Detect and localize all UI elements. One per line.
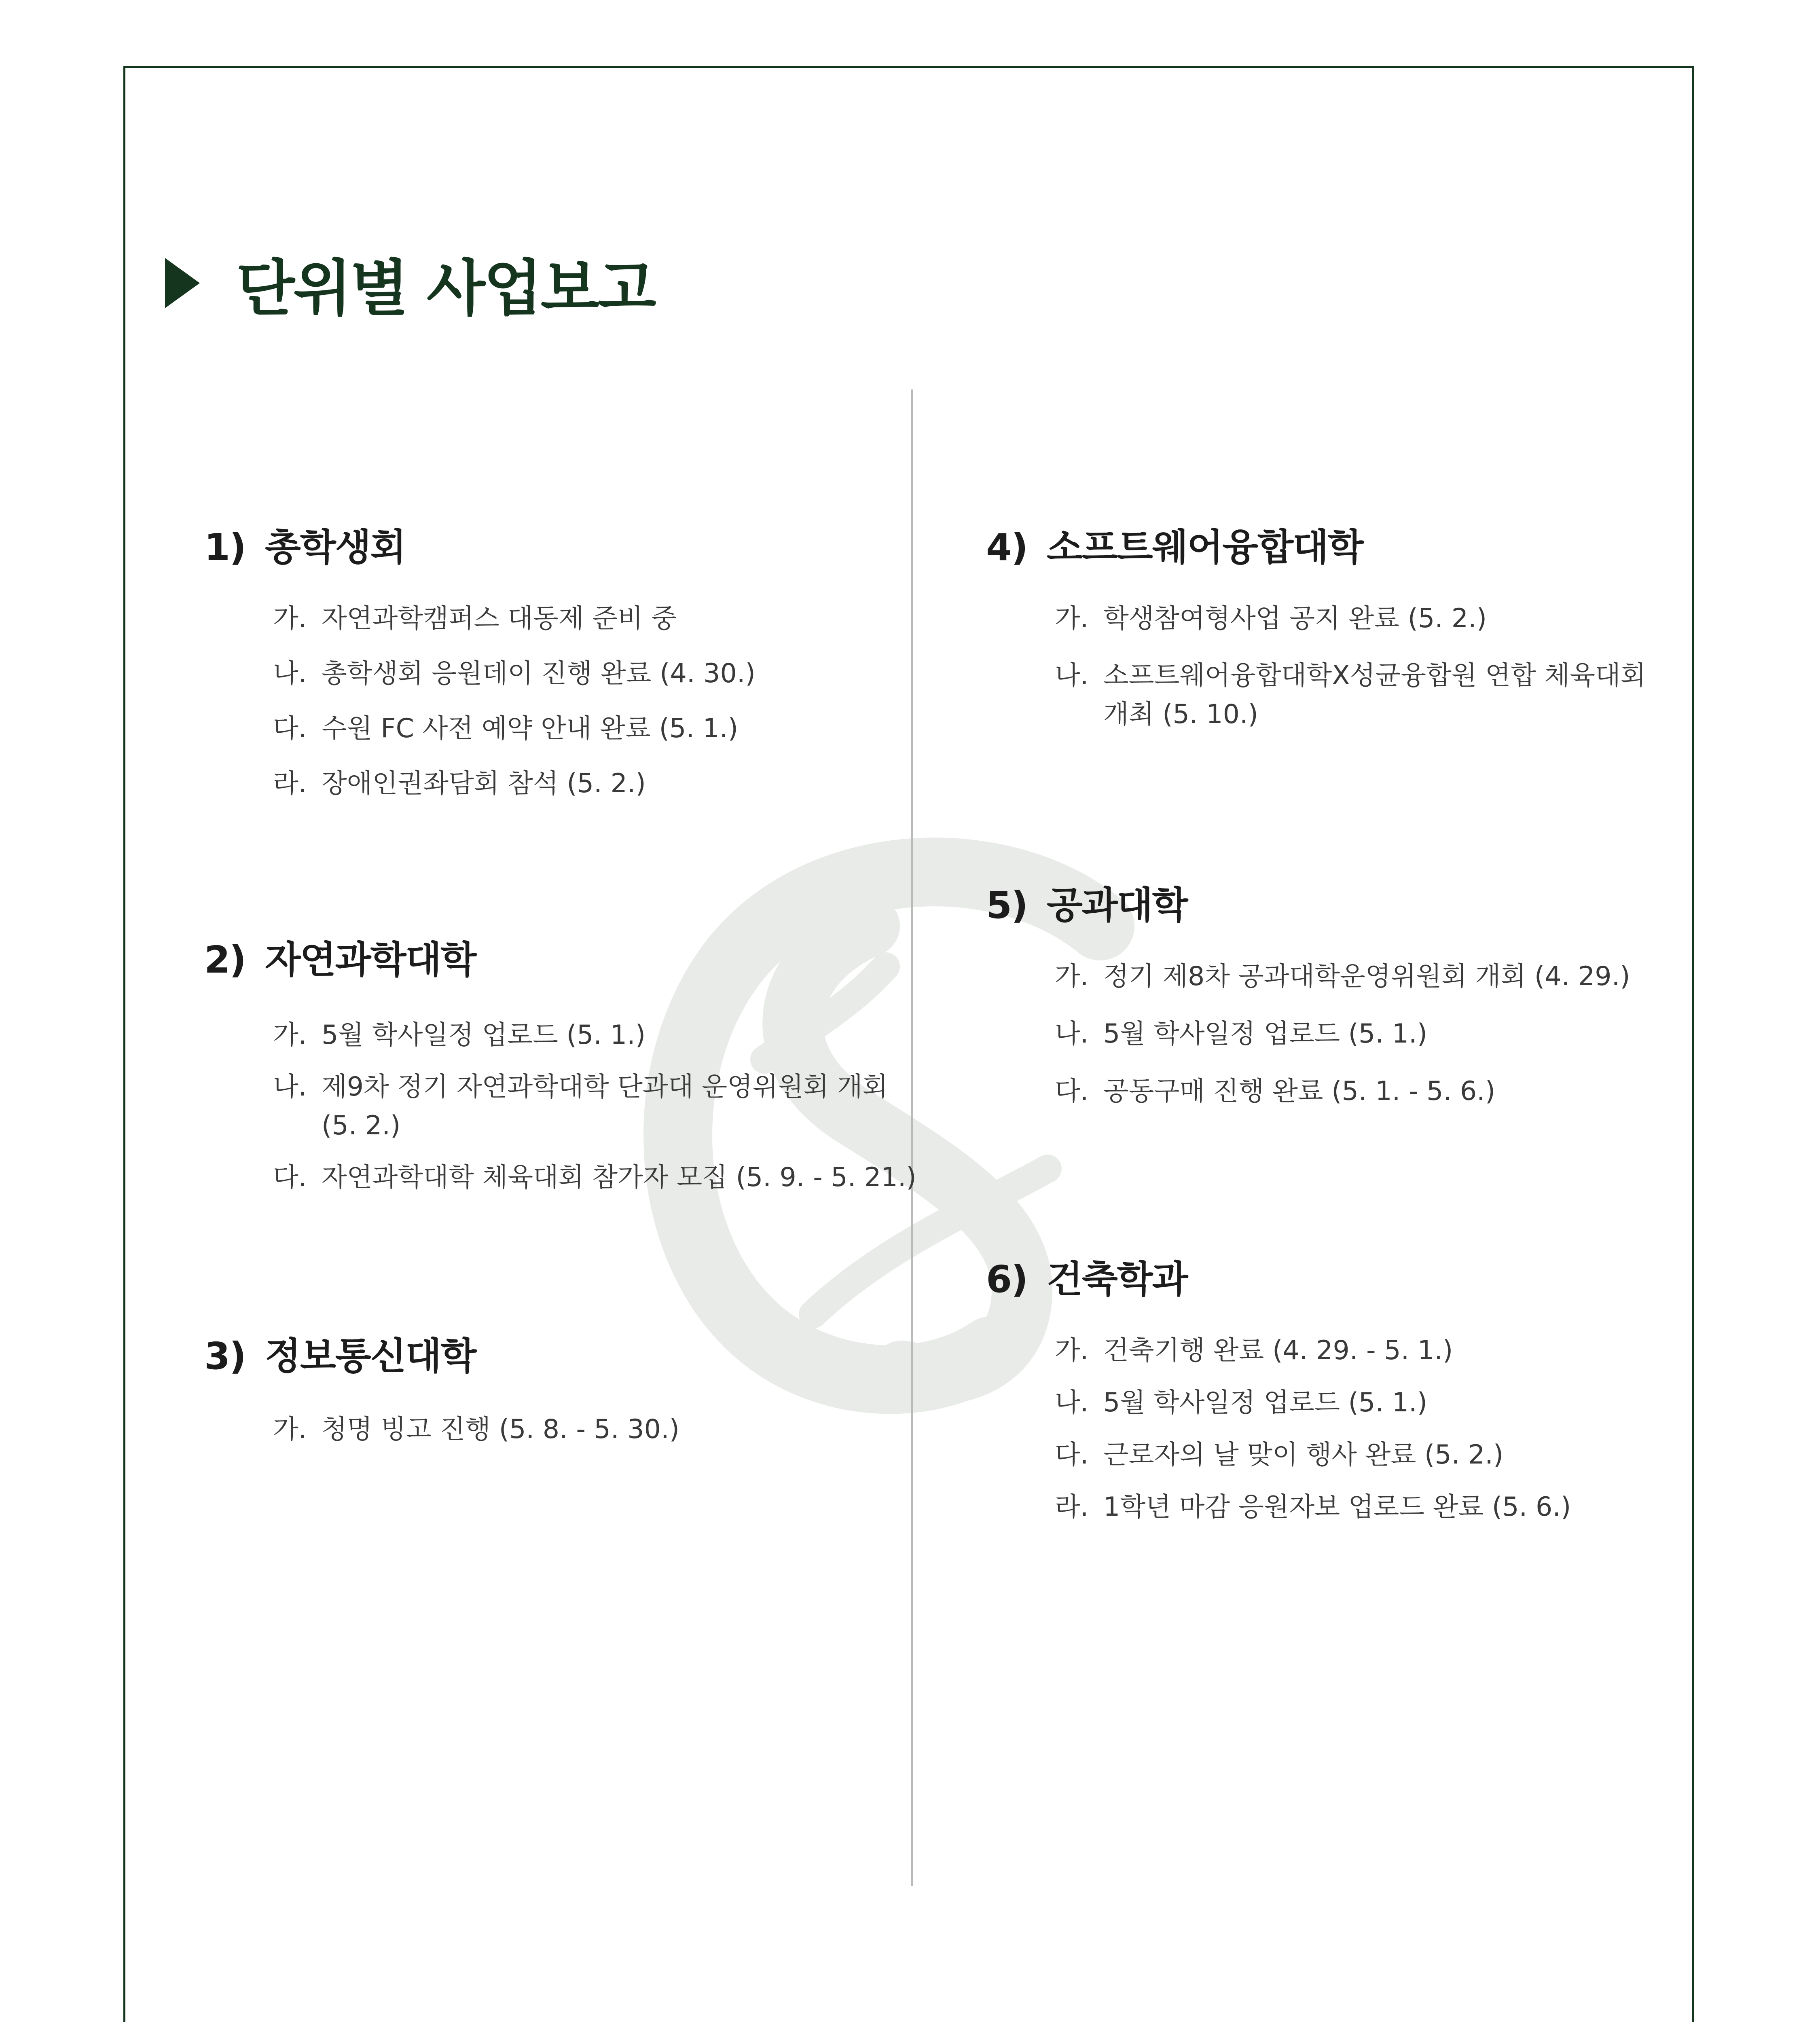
section-number: 1): [204, 526, 246, 569]
item-text: 5월 학사일정 업로드 (5. 1.): [322, 1020, 646, 1050]
list-item: [1055, 1383, 1571, 1422]
list-item: [273, 1016, 916, 1055]
item-list: [1055, 1331, 1571, 1527]
item-text: 청명 빙고 진행 (5. 8. - 5. 30.): [322, 1414, 679, 1445]
item-text: 자연과학캠퍼스 대동제 준비 중: [322, 603, 677, 634]
item-text: 근로자의 날 맞이 행사 완료 (5. 2.): [1103, 1440, 1504, 1470]
item-marker: 다.: [273, 713, 307, 744]
item-text-line: 제9차 정기 자연과학대학 단과대 운영위원회 개회: [322, 1072, 888, 1102]
item-marker: 라.: [1055, 1492, 1089, 1522]
section-heading: [986, 518, 1646, 571]
list-item: [273, 1158, 916, 1197]
list-item: [273, 1068, 916, 1145]
section-engineering: [986, 876, 1630, 1111]
section-title: 소프트웨어융합대학: [1047, 526, 1363, 569]
item-text: 5월 학사일정 업로드 (5. 1.): [1103, 1387, 1428, 1418]
list-item: [1055, 1488, 1571, 1527]
list-item: [273, 1410, 679, 1449]
item-text: [322, 1068, 888, 1145]
section-number: 6): [986, 1258, 1028, 1301]
page-title-row: [165, 243, 655, 324]
item-text: 수원 FC 사전 예약 안내 완료 (5. 1.): [322, 713, 739, 744]
item-text: 건축기행 완료 (4. 29. - 5. 1.): [1103, 1335, 1453, 1366]
item-marker: 가.: [1055, 961, 1089, 992]
section-number: 3): [204, 1335, 246, 1378]
item-marker: 나.: [273, 1072, 307, 1102]
item-text: 총학생회 응원데이 진행 완료 (4. 30.): [322, 658, 756, 689]
list-item: [273, 654, 756, 693]
section-heading: [204, 930, 916, 984]
item-marker: 가.: [273, 1414, 307, 1445]
list-item: [273, 599, 756, 638]
item-list: [1055, 599, 1646, 734]
section-title: 총학생회: [265, 526, 406, 569]
section-number: 2): [204, 938, 246, 981]
section-software-convergence: [986, 518, 1646, 734]
section-heading: [204, 518, 756, 571]
list-item: [1055, 599, 1646, 638]
item-text-line: (5. 2.): [322, 1110, 401, 1141]
item-marker: 나.: [1055, 1387, 1089, 1418]
list-item: [273, 709, 756, 748]
item-marker: 가.: [1055, 603, 1089, 634]
section-information-communication: [204, 1326, 679, 1449]
item-text-line: 소프트웨어융합대학X성균융합원 연합 체육대회: [1103, 660, 1646, 691]
item-text: 자연과학대학 체육대회 참가자 모집 (5. 9. - 5. 21.): [322, 1162, 916, 1193]
item-text-line: 개최 (5. 10.): [1103, 699, 1259, 730]
section-title: 공과대학: [1047, 884, 1187, 927]
section-title: 건축학과: [1047, 1258, 1187, 1301]
section-architecture: [986, 1250, 1571, 1527]
section-heading: [986, 876, 1630, 929]
section-number: 5): [986, 884, 1028, 927]
item-list: [273, 1016, 916, 1197]
item-text: 학생참여형사업 공지 완료 (5. 2.): [1103, 603, 1487, 634]
item-marker: 다.: [273, 1162, 307, 1193]
list-item: [273, 764, 756, 803]
item-marker: 다.: [1055, 1440, 1089, 1470]
item-marker: 가.: [273, 1020, 307, 1050]
item-marker: 가.: [273, 603, 307, 634]
list-item: [1055, 656, 1646, 734]
item-list: [1055, 957, 1630, 1111]
item-marker: 나.: [1055, 1019, 1089, 1049]
list-item: [1055, 1436, 1571, 1474]
triangle-right-icon: [165, 258, 200, 308]
item-marker: 나.: [273, 658, 307, 689]
item-text: 장애인권좌담회 참석 (5. 2.): [322, 768, 646, 799]
list-item: [1055, 957, 1630, 996]
item-text: 정기 제8차 공과대학운영위원회 개회 (4. 29.): [1103, 961, 1630, 992]
section-student-council: [204, 518, 756, 803]
section-heading: [986, 1250, 1571, 1303]
item-text: 5월 학사일정 업로드 (5. 1.): [1103, 1019, 1428, 1049]
item-text: [1103, 656, 1646, 734]
section-number: 4): [986, 526, 1028, 569]
item-list: [273, 1410, 679, 1449]
list-item: [1055, 1331, 1571, 1370]
section-title: 자연과학대학: [265, 938, 476, 981]
item-marker: 라.: [273, 768, 307, 799]
list-item: [1055, 1072, 1630, 1111]
item-marker: 가.: [1055, 1335, 1089, 1366]
item-marker: 다.: [1055, 1076, 1089, 1106]
page-title: 단위별 사업보고: [236, 254, 655, 324]
item-marker: 나.: [1055, 660, 1089, 691]
item-list: [273, 599, 756, 803]
section-title: 정보통신대학: [265, 1335, 476, 1378]
section-natural-sciences: [204, 930, 916, 1197]
list-item: [1055, 1015, 1630, 1053]
section-heading: [204, 1326, 679, 1380]
item-text: 1학년 마감 응원자보 업로드 완료 (5. 6.): [1103, 1492, 1571, 1522]
item-text: 공동구매 진행 완료 (5. 1. - 5. 6.): [1103, 1076, 1496, 1106]
